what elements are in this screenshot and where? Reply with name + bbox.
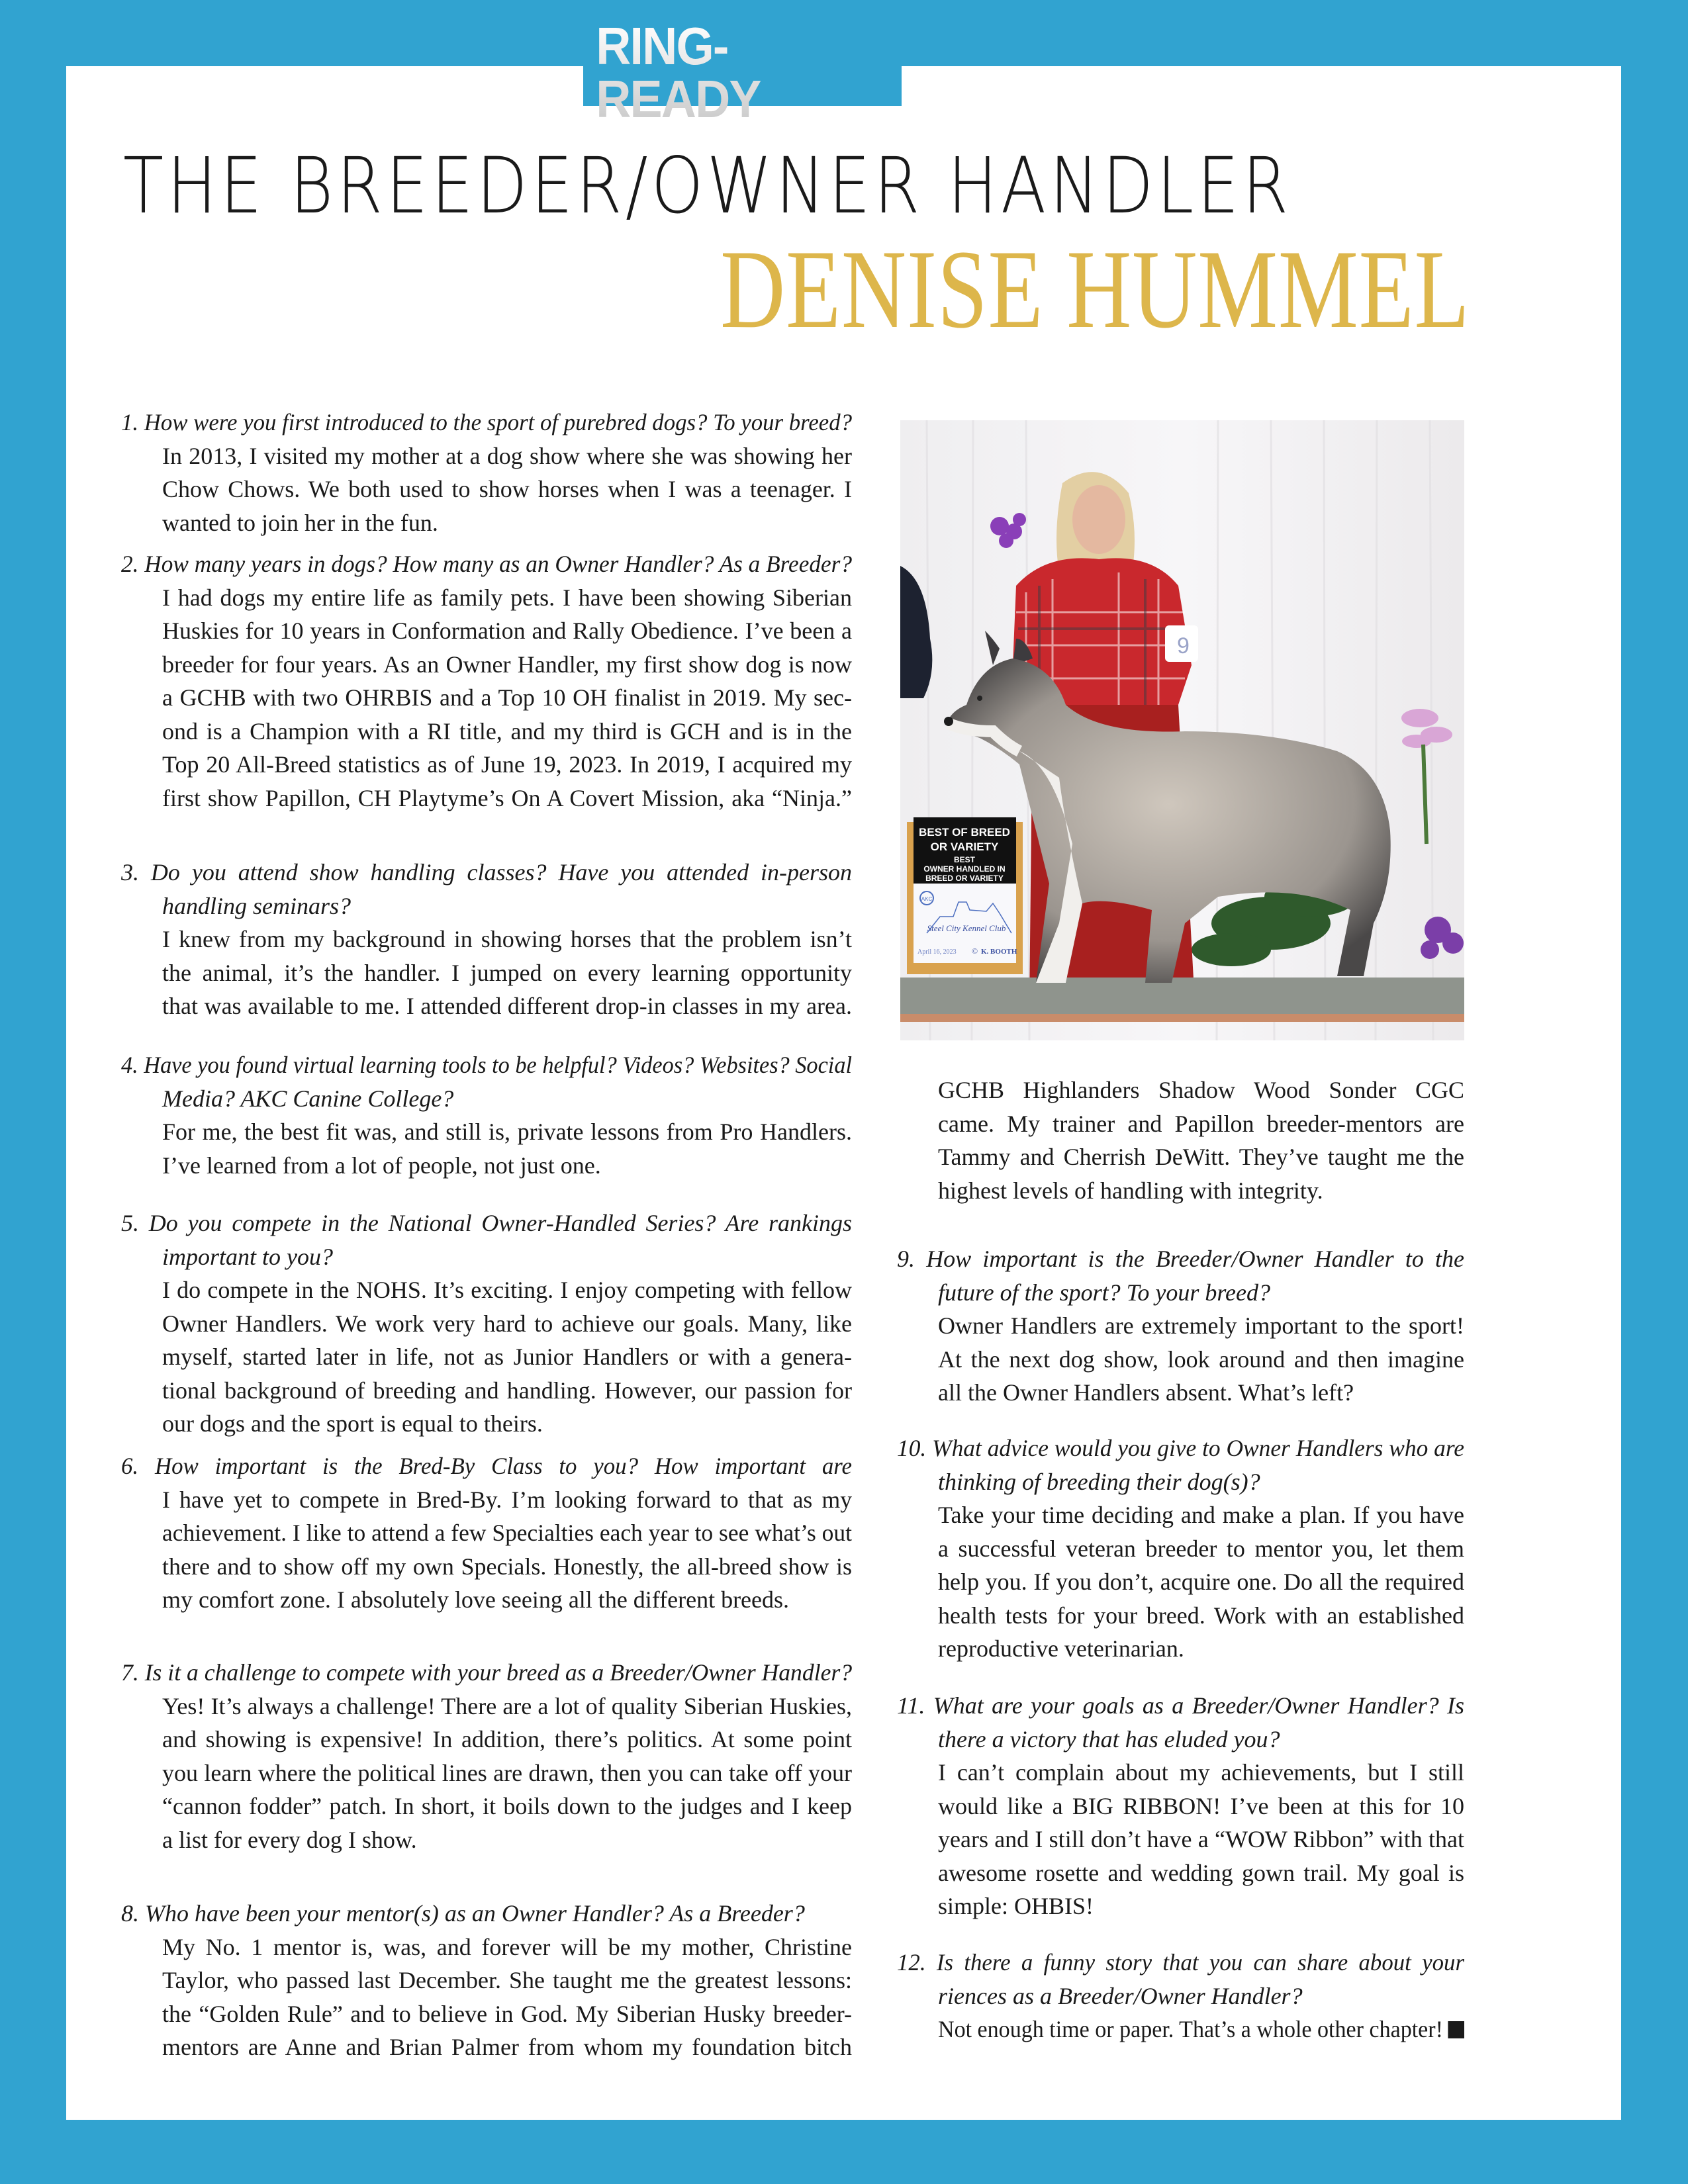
question-text: Do you compete in the National Owner-Handled Series? Are rankings [148, 1210, 852, 1236]
qa-item-12 [897, 1946, 1464, 2046]
answer-line: reproductive veterinarian. [938, 1635, 1184, 1662]
question-line [121, 1449, 852, 1483]
section-badge-label: RING-READY [596, 20, 889, 126]
question-line [121, 1048, 852, 1082]
question-text: How many years in dogs? How many as an Owner Handler? As a Breeder? [144, 551, 852, 577]
answer-line: there and to show off my own Specials. Honestly, the all-breed show is [162, 1553, 852, 1580]
answer-line: that was available to me. I attended different drop-in classes in my area. [162, 993, 852, 1019]
answer-line: Owner Handlers are extremely important to the sport! [938, 1312, 1464, 1339]
question-number: 11. [897, 1692, 925, 1719]
question-line: riences as a Breeder/Owner Handler? [938, 1982, 1303, 2009]
answer-line: Taylor, who passed last December. She taught me the greatest lessons: [162, 1967, 852, 1993]
answer-line: “cannon fodder” patch. In short, it boils down to the judges and I keep [162, 1793, 852, 1819]
answer-line [938, 2013, 1464, 2046]
answer-line: myself, started later in life, not as Junior Handlers or with a genera- [162, 1343, 852, 1370]
sign-line-1: BEST OF BREED [919, 826, 1010, 839]
answer-line: you learn where the political lines are drawn, then you can take off your [162, 1759, 852, 1786]
question-number: 6. [121, 1453, 139, 1479]
answer-line: I have yet to compete in Bred-By. I’m looking forward to that as my [162, 1486, 852, 1513]
qa-item-3 [121, 856, 852, 1023]
question-number: 1. [121, 409, 139, 435]
question-line [897, 1432, 1464, 1465]
question-text: How important is the Breeder/Owner Handler to the [926, 1246, 1464, 1272]
question-line [897, 1946, 1464, 1979]
question-line [121, 1656, 852, 1690]
question-line [897, 1689, 1464, 1723]
sign-line-4: OWNER HANDLED IN [923, 864, 1006, 874]
answer-line: achievement. I like to attend a few Specialties each year to see what’s out [162, 1520, 852, 1546]
sign-line-5: BREED OR VARIETY [925, 874, 1004, 883]
answer-line: came. My trainer and Papillon breeder-mentors are [938, 1110, 1464, 1137]
answer-line: ond is a Champion with a RI title, and my third is GCH and is in the [162, 717, 852, 745]
answer-line: I’ve learned from a lot of people, not just one. [162, 1152, 601, 1179]
question-text: What advice would you give to Owner Handlers who are [932, 1435, 1464, 1461]
qa-item-9 [897, 1242, 1464, 1410]
question-line: important to you? [162, 1243, 333, 1270]
answer-line: My No. 1 mentor is, was, and forever will be my mother, Christine [162, 1933, 852, 1960]
answer-line: I do compete in the NOHS. It’s exciting. I enjoy competing with fellow [162, 1277, 852, 1303]
qa-item-7 [121, 1656, 852, 1856]
question-text: What are your goals as a Breeder/Owner Handler? Is [933, 1692, 1464, 1719]
question-text: Do you attend show handling classes? Have you attended in-person [150, 859, 852, 886]
question-line [121, 1897, 852, 1931]
question-line [121, 547, 852, 581]
answer-line: our dogs and the sport is equal to theirs. [162, 1410, 543, 1437]
answer-line: I had dogs my entire life as family pets. I have been showing Siberian [162, 584, 852, 611]
answer-line: I can’t complain about my achievements, but I still [938, 1759, 1464, 1786]
armband-number: 9 [1177, 633, 1190, 659]
qa-item-1 [121, 406, 852, 539]
answer-line: tional background of breeding and handling. However, our passion for [162, 1377, 852, 1404]
sign-line-3: BEST [953, 855, 976, 864]
question-number: 3. [121, 859, 139, 886]
photo-date: April 16, 2023 [917, 948, 957, 956]
answer-line: GCHB Highlanders Shadow Wood Sonder CGC [938, 1077, 1464, 1103]
answer-line: my comfort zone. I absolutely love seeing all the different breeds. [162, 1586, 790, 1613]
answer-line: Owner Handlers. We work very hard to achieve our goals. Many, like [162, 1310, 852, 1337]
photo-handler-with-husky [900, 420, 1464, 1040]
question-line [121, 1206, 852, 1240]
answer-line: the “Golden Rule” and to believe in God. My Siberian Husky breeder- [162, 2000, 852, 2027]
qa-item-4 [121, 1048, 852, 1182]
question-number: 2. [121, 551, 139, 577]
answer-line: would like a BIG RIBBON! I’ve been at this for 10 [938, 1792, 1464, 1819]
question-number: 10. [897, 1435, 927, 1461]
question-text: Is there a funny story that you can share about your [936, 1949, 1464, 1976]
question-number: 9. [897, 1246, 915, 1272]
answer-line: Tammy and Cherrish DeWitt. They’ve taught me the [938, 1144, 1464, 1170]
answer-line: For me, the best fit was, and still is, private lessons from Pro Handlers. [162, 1118, 852, 1145]
question-line: handling seminars? [162, 892, 352, 919]
section-badge [583, 17, 902, 128]
question-text: Is it a challenge to compete with your breed as a Breeder/Owner Handler? [144, 1659, 853, 1686]
answer-line: awesome rosette and wedding gown trail. My goal is [938, 1859, 1464, 1886]
answer-line: Yes! It’s always a challenge! There are a lot of quality Siberian Huskies, [162, 1692, 852, 1719]
question-line: there a victory that has eluded you? [938, 1725, 1280, 1752]
question-text: Who have been your mentor(s) as an Owner Handler? As a Breeder? [145, 1900, 805, 1927]
answer-line: highest levels of handling with integrity. [938, 1177, 1323, 1204]
answer-line: Chow Chows. We both used to show horses when I was a teenager. I [162, 476, 852, 502]
photographer-credit: K. BOOTH [981, 948, 1017, 956]
question-text: How were you first introduced to the sport of purebred dogs? To your breed? [144, 409, 852, 435]
answer-line: mentors are Anne and Brian Palmer from whom my foundation bitch [162, 2034, 852, 2060]
answer-line: simple: OHBIS! [938, 1893, 1094, 1919]
question-line [897, 1242, 1464, 1276]
answer-line: At the next dog show, look around and then imagine [938, 1345, 1464, 1373]
qa-item-11 [897, 1689, 1464, 1923]
answer-line: and showing is expensive! In addition, there’s politics. At some point [162, 1726, 852, 1752]
answer-line: all the Owner Handlers absent. What’s left? [938, 1379, 1354, 1406]
qa-item-6 [121, 1449, 852, 1617]
question-line: future of the sport? To your breed? [938, 1279, 1270, 1306]
question-number: 12. [897, 1949, 926, 1976]
question-number: 4. [121, 1052, 138, 1078]
qa-item-5 [121, 1206, 852, 1441]
question-line [121, 406, 852, 439]
question-text: How important is the Bred-By Class to you? How important are [154, 1453, 852, 1479]
answer-line: the animal, it’s the handler. I jumped on every learning opportunity [162, 959, 852, 986]
answer-line: a list for every dog I show. [162, 1826, 417, 1853]
question-text: Have you found virtual learning tools to be helpful? Videos? Websites? Social [144, 1052, 852, 1078]
answer-line: a GCHB with two OHRBIS and a Top 10 OH finalist in 2019. My sec- [162, 684, 852, 711]
question-number: 7. [121, 1659, 139, 1686]
question-line [121, 856, 852, 889]
interviewee-name: DENISE HUMMEL [720, 227, 1470, 351]
qa-item-8-continued [897, 1073, 1464, 1207]
sign-line-2: OR VARIETY [930, 841, 999, 853]
akc-logo-text: AKC [921, 896, 933, 902]
answer-line: Top 20 All-Breed statistics as of June 19, 2023. In 2019, I acquired my [162, 751, 852, 778]
qa-item-8 [121, 1897, 852, 2064]
answer-line: Take your time deciding and make a plan. If you have [938, 1502, 1464, 1528]
copyright-mark: © [972, 946, 978, 956]
question-line: thinking of breeding their dog(s)? [938, 1468, 1260, 1495]
qa-item-2 [121, 547, 852, 815]
answer-line: wanted to join her in the fun. [162, 509, 438, 536]
answer-line: help you. If you don’t, acquire one. Do all the required [938, 1569, 1464, 1595]
photo-illustration [900, 420, 1464, 1040]
answer-line: years and I still don’t have a “WOW Ribbon” with that [938, 1826, 1464, 1852]
end-of-article-square-icon [1448, 2021, 1465, 2038]
answer-line: health tests for your breed. Work with an established [938, 1602, 1464, 1629]
answer-line: In 2013, I visited my mother at a dog show where she was showing her [162, 442, 852, 469]
club-name: Steel City Kennel Club [927, 923, 1006, 933]
answer-line: a successful veteran breeder to mentor you, let them [938, 1535, 1464, 1562]
qa-item-10 [897, 1432, 1464, 1666]
answer-line: Huskies for 10 years in Conformation and Rally Obedience. I’ve been a [162, 617, 852, 644]
article-title: THE BREEDER/OWNER HANDLER [123, 140, 1292, 231]
question-line: Media? AKC Canine College? [162, 1085, 454, 1112]
question-number: 8. [121, 1900, 139, 1927]
answer-line: first show Papillon, CH Playtyme’s On A Covert Mission, aka “Ninja.” [162, 784, 852, 811]
answer-line: breeder for four years. As an Owner Handler, my first show dog is now [162, 651, 852, 678]
answer-text: Not enough time or paper. That’s a whole other chapter! [938, 2016, 1443, 2042]
question-number: 5. [121, 1210, 139, 1236]
answer-line: I knew from my background in showing horses that the problem isn’t [162, 926, 852, 952]
